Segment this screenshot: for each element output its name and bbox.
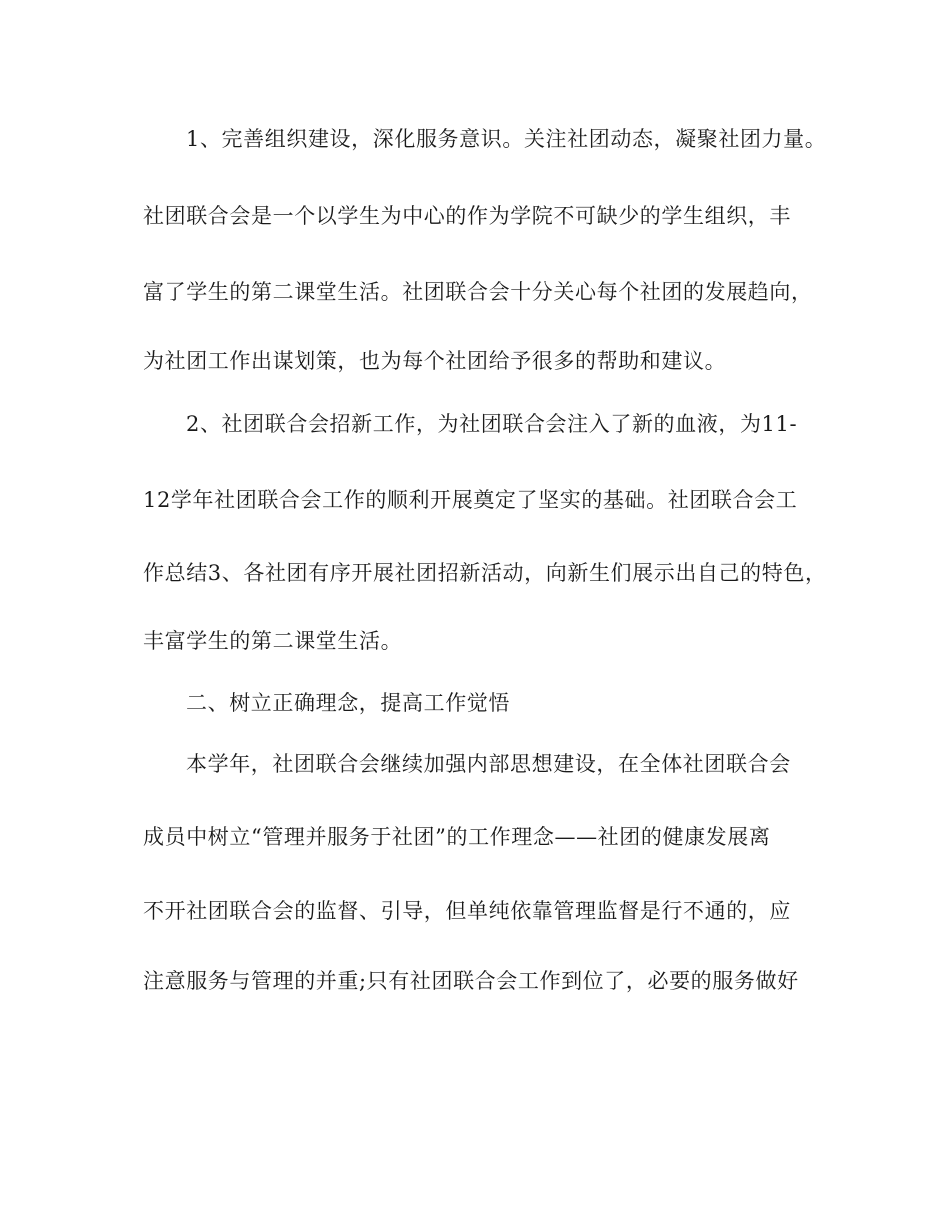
paragraph-2-line-4: 丰富学生的第二课堂生活。 xyxy=(143,629,403,653)
paragraph-3-line-4: 注意服务与管理的并重;只有社团联合会工作到位了，必要的服务做好 xyxy=(143,969,799,993)
paragraph-2-line-2: 12学年社团联合会工作的顺利开展奠定了坚实的基础。社团联合会工 xyxy=(143,488,798,512)
paragraph-2-line-1: 2、社团联合会招新工作，为社团联合会注入了新的血液，为11- xyxy=(186,412,798,436)
paragraph-1-line-4: 为社团工作出谋划策，也为每个社团给予很多的帮助和建议。 xyxy=(143,349,727,373)
paragraph-3-line-3: 不开社团联合会的监督、引导，但单纯依靠管理监督是行不通的，应 xyxy=(143,899,791,923)
paragraph-3-line-1: 本学年，社团联合会继续加强内部思想建设，在全体社团联合会 xyxy=(186,752,791,776)
paragraph-3-line-2: 成员中树立“管理并服务于社团”的工作理念——社团的健康发展离 xyxy=(143,825,771,849)
paragraph-1-line-3: 富了学生的第二课堂生活。社团联合会十分关心每个社团的发展趋向， xyxy=(143,280,813,304)
paragraph-2-line-3: 作总结3、各社团有序开展社团招新活动，向新生们展示出自己的特色， xyxy=(143,561,827,585)
paragraph-1-line-2: 社团联合会是一个以学生为中心的作为学院不可缺少的学生组织，丰 xyxy=(143,204,791,228)
paragraph-1-line-1: 1、完善组织建设，深化服务意识。关注社团动态，凝聚社团力量。 xyxy=(186,127,827,151)
section-heading: 二、树立正确理念，提高工作觉悟 xyxy=(186,691,510,715)
